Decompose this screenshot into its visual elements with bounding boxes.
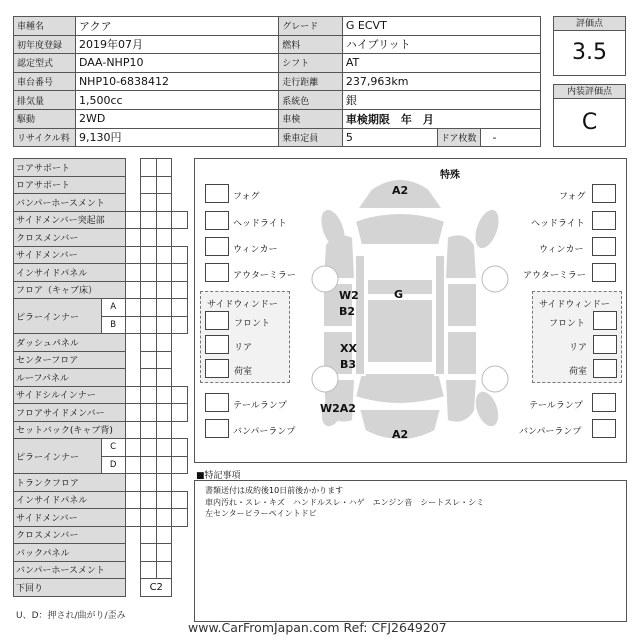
tail-lamp-right-checkbox[interactable]	[592, 393, 616, 412]
damage-left-front: W2	[339, 289, 359, 302]
info-value: -	[480, 128, 540, 147]
tail-lamp-left-label: テールランプ	[233, 401, 287, 411]
fog-right-checkbox[interactable]	[592, 184, 616, 203]
bumper-lamp-right-label: バンパーランプ	[519, 427, 582, 437]
info-label: シフト	[279, 54, 343, 73]
notes-title: ■特記事項	[196, 471, 241, 481]
frame-label: サイドシルインナー	[14, 386, 126, 404]
fog-right-label: フォグ	[559, 192, 586, 202]
blinker-left-checkbox[interactable]	[205, 237, 229, 256]
side-window-title: サイドウィンドー	[539, 300, 610, 310]
frame-row	[14, 211, 188, 229]
damage-left-rear2: B3	[340, 358, 357, 371]
frame-label: サイドメンバー	[14, 246, 126, 264]
frame-label: トランクフロア	[14, 474, 126, 492]
frame-label: インサイドパネル	[14, 491, 126, 509]
side-window-left	[200, 291, 290, 383]
info-label: ドア枚数	[437, 128, 480, 147]
info-row	[14, 128, 541, 147]
frame-row	[14, 509, 188, 527]
info-label: 走行距離	[279, 72, 343, 91]
frame-row	[14, 334, 188, 352]
frame-label: バンパーホースメント	[14, 194, 126, 212]
bumper-lamp-left-label: バンパーランプ	[233, 427, 296, 437]
info-label: 初年度登録	[14, 35, 76, 54]
info-value: G ECVT	[342, 17, 540, 36]
interior-grade-box	[553, 84, 626, 147]
grade-value: 3.5	[572, 40, 607, 65]
info-row	[14, 17, 541, 36]
side-front-left-label: フロント	[234, 319, 271, 329]
note-line: 車内汚れ・スレ・キズ ハンドルスレ・ハゲ エンジン音 シートスレ・シミ	[205, 497, 485, 507]
info-value: 2019年07月	[75, 35, 278, 54]
info-value: 車検期限 年 月	[342, 109, 540, 128]
frame-row	[14, 194, 188, 212]
side-rear-left-label: リア	[234, 343, 253, 353]
pillar-sub-label: D	[101, 456, 125, 474]
headlight-left-checkbox[interactable]	[205, 211, 229, 230]
info-label: 系統色	[279, 91, 343, 110]
info-label: 認定型式	[14, 54, 76, 73]
fog-left-checkbox[interactable]	[205, 184, 229, 203]
frame-inspection-table	[13, 158, 188, 597]
blinker-right-label: ウィンカー	[539, 245, 584, 255]
frame-label: コアサポート	[14, 159, 126, 177]
side-rear-left-checkbox[interactable]	[205, 335, 229, 354]
frame-label: ロアサポート	[14, 176, 126, 194]
frame-label: セットバック(キャブ背)	[14, 421, 126, 439]
info-value: 237,963km	[342, 72, 540, 91]
frame-row	[14, 299, 188, 317]
mirror-left-label: アウターミラー	[233, 271, 296, 281]
damage-rear: A2	[392, 428, 409, 441]
info-row	[14, 91, 541, 110]
note-line: 書類送付は成約後10日前後かかります	[205, 486, 344, 495]
frame-label: クロスメンバー	[14, 229, 126, 247]
frame-row	[14, 386, 188, 404]
vehicle-info-table	[13, 16, 541, 147]
footer-watermark: www.CarFromJapan.com Ref: CFJ2649207	[188, 620, 447, 635]
info-row	[14, 35, 541, 54]
interior-grade-label: 内装評価点	[554, 85, 625, 99]
info-value: 2WD	[75, 109, 278, 128]
info-value: 銀	[342, 91, 540, 110]
grade-box	[553, 16, 626, 76]
frame-row	[14, 526, 188, 544]
grade-label: 評価点	[554, 17, 625, 31]
frame-row	[14, 176, 188, 194]
headlight-right-label: ヘッドライト	[531, 219, 585, 229]
frame-row	[14, 579, 188, 597]
side-cargo-left-label: 荷室	[234, 367, 253, 377]
car-diagram	[194, 158, 627, 463]
info-value: ハイブリット	[342, 35, 540, 54]
frame-label: ルーフパネル	[14, 369, 126, 387]
side-cargo-right-label: 荷室	[569, 367, 588, 377]
info-label: 車検	[279, 109, 343, 128]
info-label: 乗車定員	[279, 128, 343, 147]
frame-row	[14, 491, 188, 509]
damage-front: A2	[392, 184, 409, 197]
frame-label: サイドメンバー	[14, 509, 126, 527]
side-cargo-left-checkbox[interactable]	[205, 359, 229, 378]
side-window-title: サイドウィンドー	[207, 300, 278, 310]
info-label: グレード	[279, 17, 343, 36]
pillar-sub-label: A	[101, 299, 125, 317]
bumper-lamp-right-checkbox[interactable]	[592, 419, 616, 438]
frame-row	[14, 264, 188, 282]
note-line: 左センターピラーペイントドビ	[205, 509, 317, 518]
mirror-left-checkbox[interactable]	[205, 263, 229, 282]
frame-label: ピラーインナー	[14, 299, 102, 334]
headlight-right-checkbox[interactable]	[592, 211, 616, 230]
info-value: 5	[342, 128, 437, 147]
frame-label: インサイドパネル	[14, 264, 126, 282]
side-front-right-label: フロント	[549, 319, 586, 329]
info-label: 車種名	[14, 17, 76, 36]
damage-left-lower: W2A2	[320, 402, 356, 415]
frame-label: 下回り	[14, 579, 126, 597]
frame-row	[14, 439, 188, 457]
pillar-sub-label: B	[101, 316, 125, 334]
damage-left-front2: B2	[339, 305, 356, 318]
mirror-right-checkbox[interactable]	[592, 263, 616, 282]
frame-label: バンパーホースメント	[14, 561, 126, 579]
side-window-right	[532, 291, 622, 383]
frame-row	[14, 561, 188, 579]
info-row	[14, 54, 541, 73]
tail-lamp-right-label: テールランプ	[529, 401, 583, 411]
damage-left-rear: XX	[340, 342, 357, 355]
frame-label: バックパネル	[14, 544, 126, 562]
undercarriage-value: C2	[141, 579, 172, 597]
frame-row	[14, 246, 188, 264]
info-value: 9,130円	[75, 128, 278, 147]
frame-row	[14, 421, 188, 439]
frame-row	[14, 159, 188, 177]
special-label: 特殊	[440, 170, 460, 181]
damage-roof: G	[394, 288, 404, 301]
info-label: 車台番号	[14, 72, 76, 91]
frame-row	[14, 351, 188, 369]
frame-label: ダッシュパネル	[14, 334, 126, 352]
info-value: DAA-NHP10	[75, 54, 278, 73]
side-cargo-right-checkbox[interactable]	[593, 359, 617, 378]
side-rear-right-label: リア	[569, 343, 588, 353]
side-front-left-checkbox[interactable]	[205, 311, 229, 330]
frame-legend: U、D：押され/曲がり/歪み	[16, 611, 126, 621]
info-value: AT	[342, 54, 540, 73]
side-rear-right-checkbox[interactable]	[593, 335, 617, 354]
blinker-left-label: ウィンカー	[233, 245, 278, 255]
frame-label: クロスメンバー	[14, 526, 126, 544]
info-value: NHP10-6838412	[75, 72, 278, 91]
info-value: アクア	[75, 17, 278, 36]
fog-left-label: フォグ	[233, 192, 260, 202]
notes-box	[194, 480, 627, 622]
info-label: リサイクル料	[14, 128, 76, 147]
frame-label: フロアサイドメンバー	[14, 404, 126, 422]
info-value: 1,500cc	[75, 91, 278, 110]
frame-row	[14, 544, 188, 562]
frame-label: センターフロア	[14, 351, 126, 369]
frame-row	[14, 404, 188, 422]
info-label: 燃料	[279, 35, 343, 54]
mirror-right-label: アウターミラー	[523, 271, 586, 281]
info-row	[14, 109, 541, 128]
frame-label: ピラーインナー	[14, 439, 102, 474]
pillar-sub-label: C	[101, 439, 125, 457]
side-front-right-checkbox[interactable]	[593, 311, 617, 330]
info-row	[14, 72, 541, 91]
frame-row	[14, 369, 188, 387]
frame-row	[14, 229, 188, 247]
frame-row	[14, 474, 188, 492]
interior-grade-value: C	[581, 110, 598, 135]
info-label: 排気量	[14, 91, 76, 110]
info-label: 駆動	[14, 109, 76, 128]
blinker-right-checkbox[interactable]	[592, 237, 616, 256]
headlight-left-label: ヘッドライト	[233, 219, 287, 229]
frame-row	[14, 281, 188, 299]
tail-lamp-left-checkbox[interactable]	[205, 393, 229, 412]
frame-label: フロア（キャブ床）	[14, 281, 126, 299]
frame-label: サイドメンバー突起部	[14, 211, 126, 229]
bumper-lamp-left-checkbox[interactable]	[205, 419, 229, 438]
